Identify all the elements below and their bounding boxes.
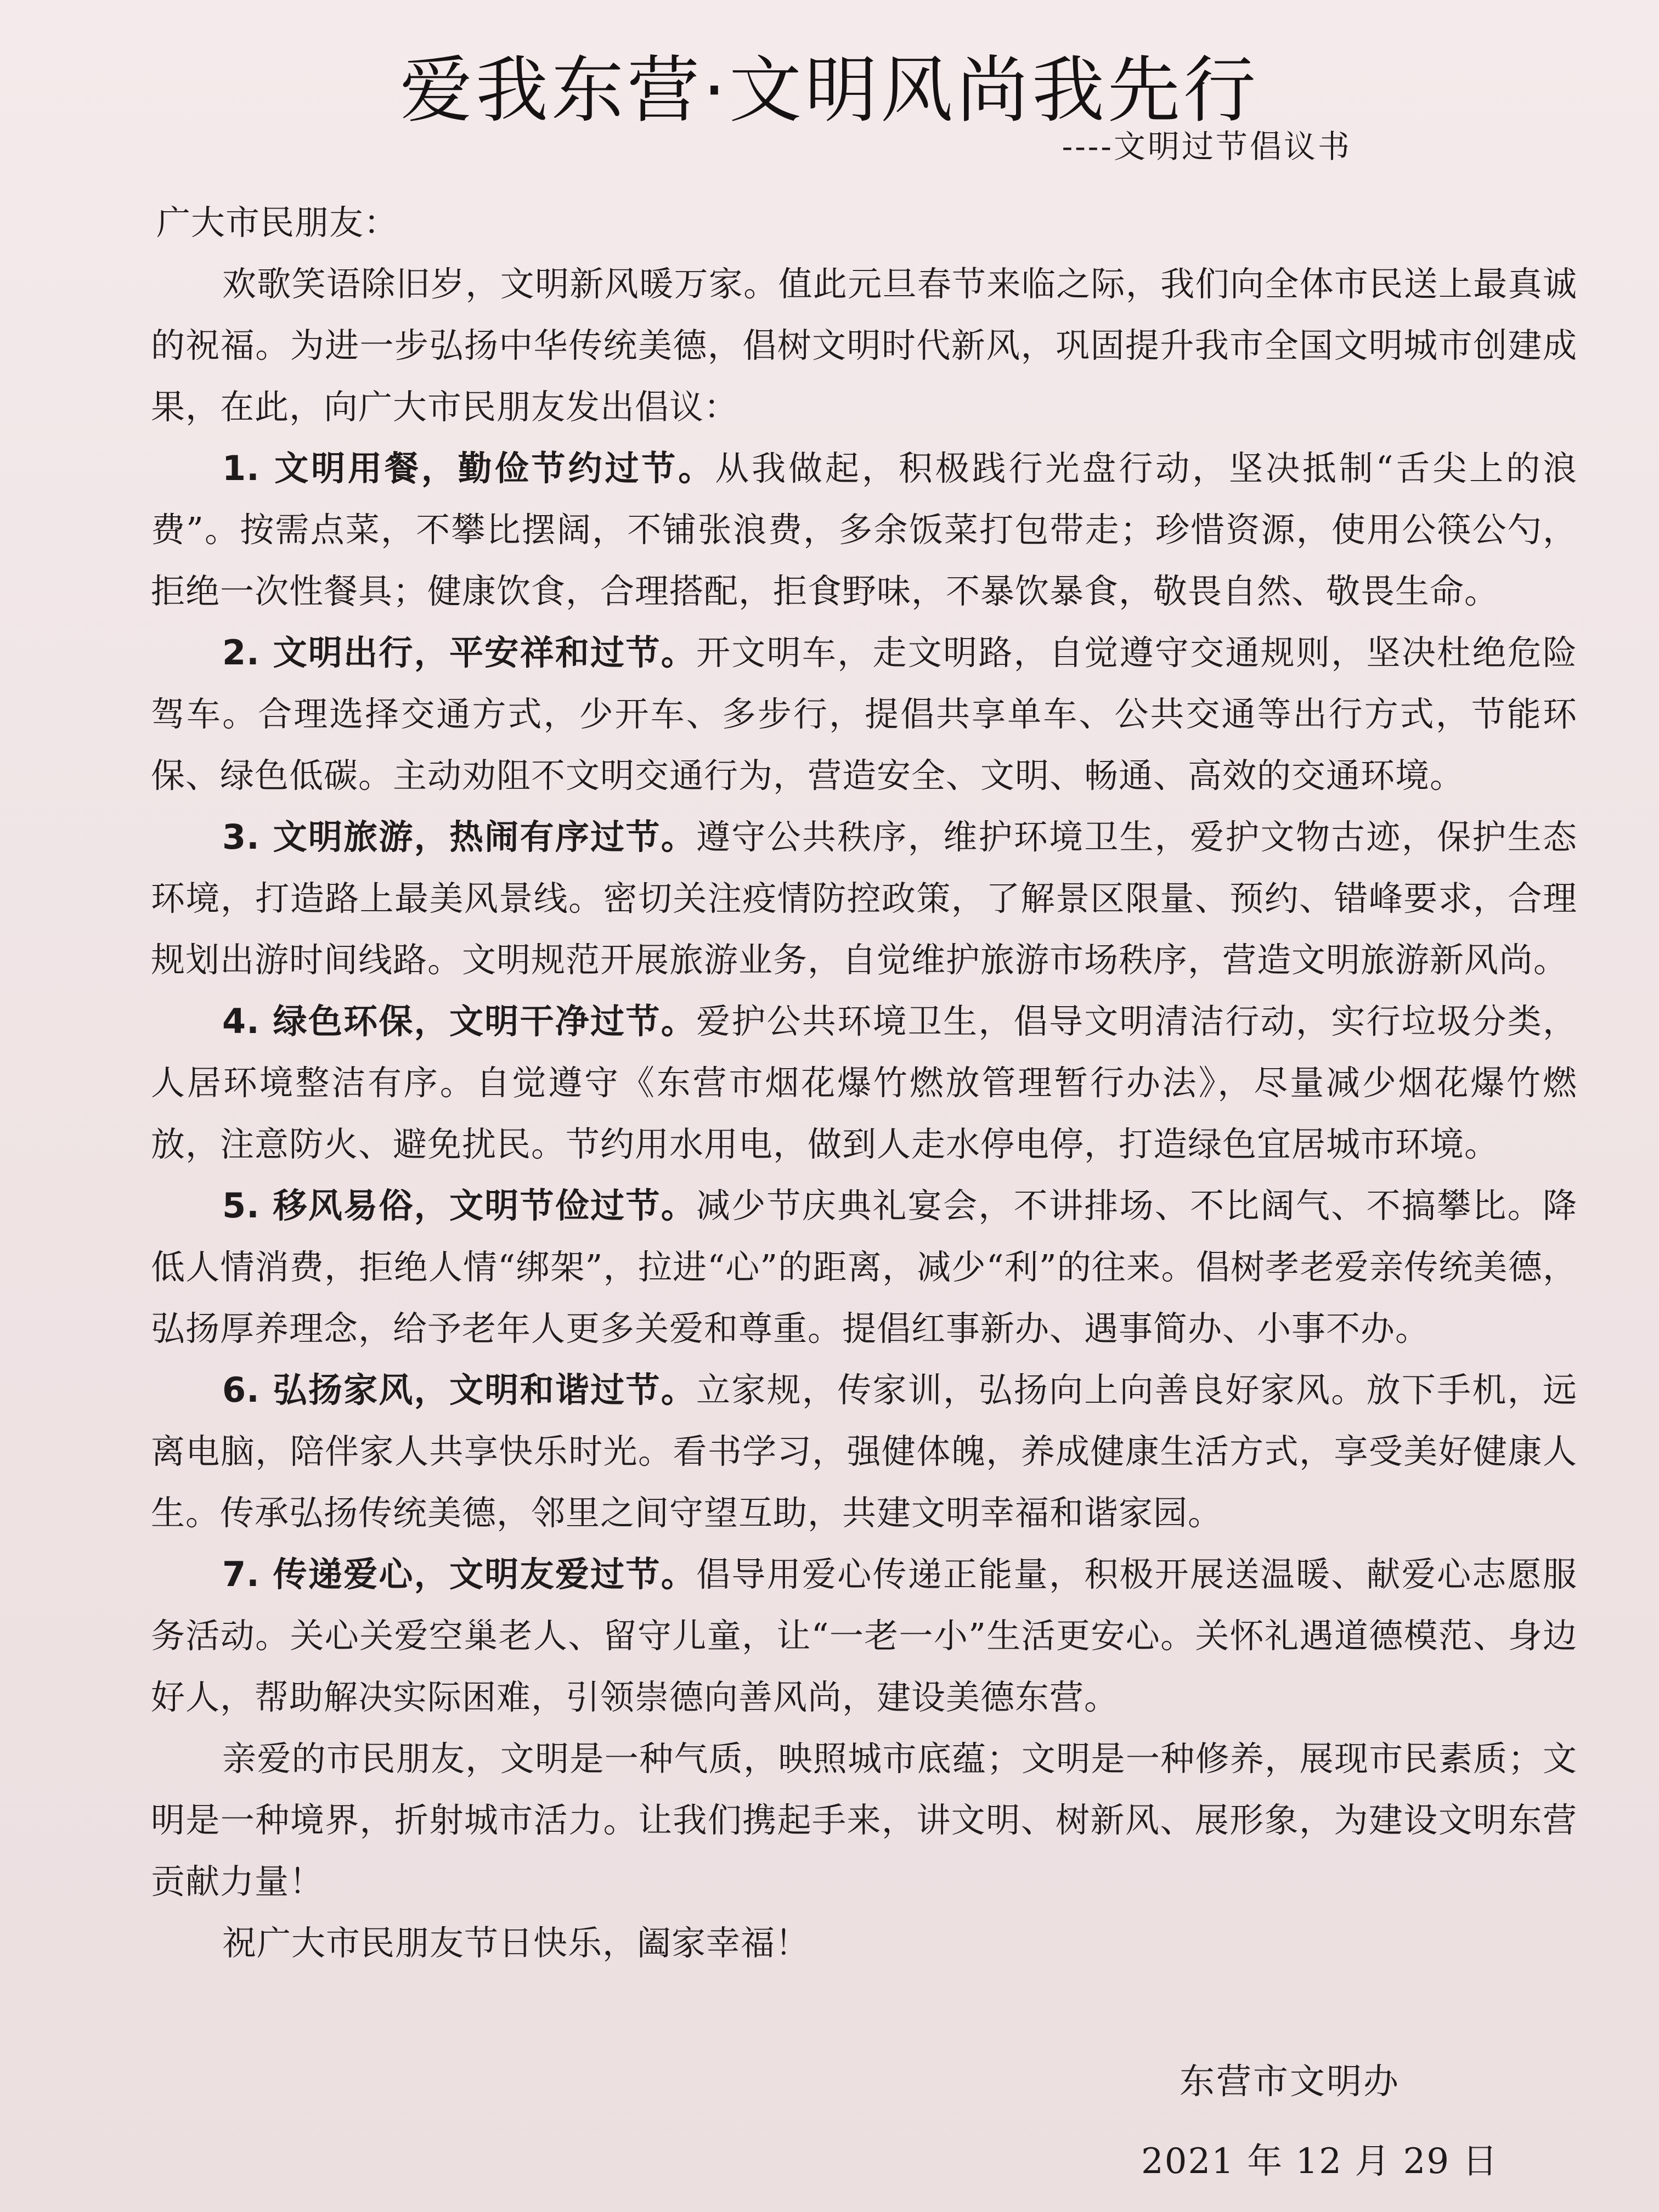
item-lead: 5. 移风易俗，文明节俭过节。: [222, 1186, 697, 1226]
item-text: 立家规，传家训，弘扬向上向善良好家风。放下手机，远离电脑，陪伴家人共享快乐时光。看书学习，强健体魄，养成健康生活方式，享受美好健康人生。传承弘扬传统美德，邻里之间守望互助，共建文明幸福和谐家园。: [151, 1370, 1577, 1533]
item-lead: 7. 传递爱心，文明友爱过节。: [222, 1554, 697, 1594]
item-paragraph: [151, 622, 1577, 806]
item-lead: 3. 文明旅游，热闹有序过节。: [222, 817, 697, 857]
item-text: 开文明车，走文明路，自觉遵守交通规则，坚决杜绝危险驾车。合理选择交通方式，少开车、多步行，提倡共享单车、公共交通等出行方式，节能环保、绿色低碳。主动劝阻不文明交通行为，营造安全、文明、畅通、高效的交通环境。: [151, 633, 1577, 795]
document-body: [151, 192, 1577, 1974]
item-text: 爱护公共环境卫生，倡导文明清洁行动，实行垃圾分类，人居环境整洁有序。自觉遵守《东营市烟花爆竹燃放管理暂行办法》，尽量减少烟花爆竹燃放，注意防火、避免扰民。节约用水用电，做到人走水停电停，打造绿色宜居城市环境。: [151, 1001, 1577, 1164]
document-subtitle: ----文明过节倡议书: [1062, 128, 1352, 165]
item-paragraph: [151, 438, 1577, 622]
item-paragraph: [151, 806, 1577, 991]
item-text: 遵守公共秩序，维护环境卫生，爱护文物古迹，保护生态环境，打造路上最美风景线。密切关注疫情防控政策，了解景区限量、预约、错峰要求，合理规划出游时间线路。文明规范开展旅游业务，自觉维护旅游市场秩序，营造文明旅游新风尚。: [151, 817, 1577, 980]
item-text: 从我做起，积极践行光盘行动，坚决抵制“舌尖上的浪费”。按需点菜，不攀比摆阔，不铺张浪费，多余饭菜打包带走；珍惜资源，使用公筷公勺，拒绝一次性餐具；健康饮食，合理搭配，拒食野味，不暴饮暴食，敬畏自然、敬畏生命。: [151, 448, 1577, 611]
item-lead: 1. 文明用餐，勤俭节约过节。: [222, 448, 715, 488]
item-paragraph: [151, 991, 1577, 1175]
document-date: 2021 年 12 月 29 日: [1141, 2141, 1499, 2182]
item-text: 倡导用爱心传递正能量，积极开展送温暖、献爱心志愿服务活动。关心关爱空巢老人、留守儿童，让“一老一小”生活更安心。关怀礼遇道德模范、身边好人，帮助解决实际困难，引领崇德向善风尚，建设美德东营。: [151, 1554, 1577, 1717]
item-text: 减少节庆典礼宴会，不讲排场、不比阔气、不搞攀比。降低人情消费，拒绝人情“绑架”，拉进“心”的距离，减少“利”的往来。倡树孝老爱亲传统美德，弘扬厚养理念，给予老年人更多关爱和尊重。提倡红事新办、遇事简办、小事不办。: [151, 1186, 1577, 1348]
conclusion-paragraph: 亲爱的市民朋友，文明是一种气质，映照城市底蕴；文明是一种修养，展现市民素质；文明是一种境界，折射城市活力。让我们携起手来，讲文明、树新风、展形象，为建设文明东营贡献力量！: [151, 1739, 1577, 1901]
intro-paragraph: 欢歌笑语除旧岁，文明新风暖万家。值此元旦春节来临之际，我们向全体市民送上最真诚的祝福。为进一步弘扬中华传统美德，倡树文明时代新风，巩固提升我市全国文明城市创建成果，在此，向广大市民朋友发出倡议：: [151, 264, 1577, 427]
item-lead: 2. 文明出行，平安祥和过节。: [222, 633, 697, 673]
closing-wish: 祝广大市民朋友节日快乐，阖家幸福！: [222, 1923, 810, 1963]
item-paragraph: [151, 1175, 1577, 1359]
document-title: 爱我东营·文明风尚我先行: [400, 48, 1259, 133]
item-paragraph: [151, 1544, 1577, 1728]
item-lead: 4. 绿色环保，文明干净过节。: [222, 1001, 697, 1041]
item-paragraph: [151, 1359, 1577, 1544]
signature: 东营市文明办: [1180, 2062, 1400, 2102]
salutation: 广大市民朋友：: [156, 202, 399, 242]
item-lead: 6. 弘扬家风，文明和谐过节。: [222, 1370, 697, 1410]
